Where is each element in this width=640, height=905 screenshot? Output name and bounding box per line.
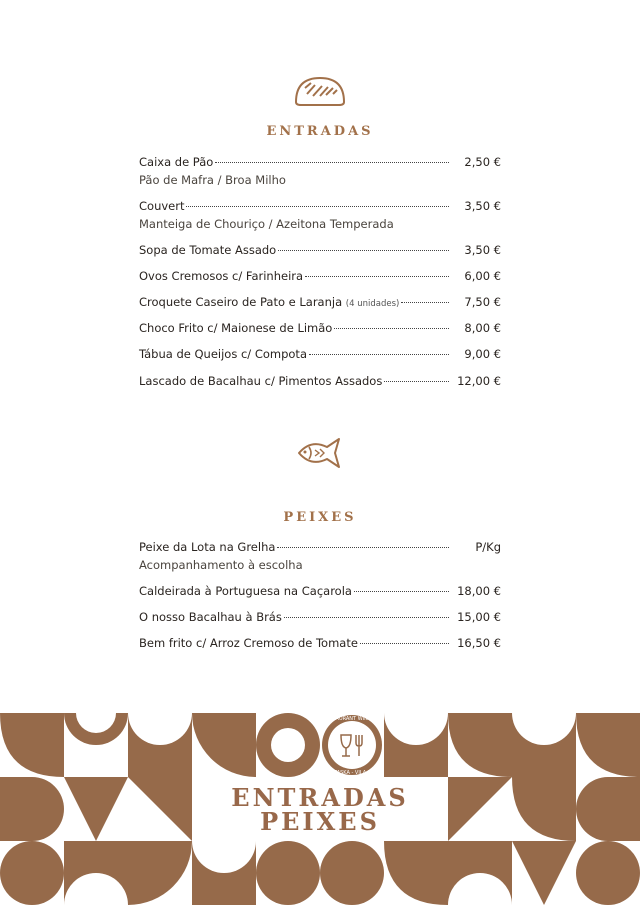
item-price: 15,00 € [457, 610, 501, 624]
item-price: 9,00 € [464, 347, 501, 361]
fish-icon [0, 435, 640, 471]
menu-item [139, 374, 501, 388]
item-description: Acompanhamento à escolha [139, 558, 303, 572]
item-price: 6,00 € [464, 269, 501, 283]
item-name: O nosso Bacalhau à Brás [139, 610, 282, 624]
menu-item [139, 347, 501, 361]
menu-item [139, 295, 501, 311]
menu-item [139, 636, 501, 650]
item-name: Lascado de Bacalhau c/ Pimentos Assados [139, 374, 383, 388]
menu-item [139, 199, 501, 231]
item-name: Peixe da Lota na Grelha [139, 540, 276, 554]
item-name: Ovos Cremosos c/ Farinheira [139, 269, 304, 283]
item-price: 16,50 € [457, 636, 501, 650]
menu-item [139, 269, 501, 283]
item-price: 2,50 € [464, 155, 501, 169]
item-price: 18,00 € [457, 584, 501, 598]
item-name: Choco Frito c/ Maionese de Limão [139, 321, 333, 335]
badge-top-text: RESTAURANT WINE BAR [323, 716, 383, 722]
item-price: 3,50 € [464, 243, 501, 257]
menu-item [139, 321, 501, 335]
item-price: 8,00 € [464, 321, 501, 335]
badge-bottom-text: VILTASKA - VILA FRIA [327, 770, 379, 776]
item-note: (4 unidades) [345, 299, 400, 309]
menu-item [139, 540, 501, 572]
menu-item [139, 155, 501, 187]
section-title-entradas: entradas [266, 118, 374, 140]
item-price: 3,50 € [464, 199, 501, 213]
menu-item [139, 584, 501, 598]
item-name: Tábua de Queijos c/ Compota [139, 347, 307, 361]
item-price: P/Kg [475, 540, 501, 554]
section-title-peixes: peixes [283, 504, 357, 526]
footer-title-line1: ENTRADAS [231, 783, 409, 812]
item-price: 7,50 € [464, 295, 501, 309]
menu-item [139, 243, 501, 257]
item-description: Pão de Mafra / Broa Milho [139, 173, 286, 187]
bread-icon [0, 74, 640, 108]
item-name: Caixa de Pão [139, 155, 214, 169]
footer-title-line2: PEIXES [260, 807, 380, 836]
menu-item [139, 610, 501, 624]
item-name: Sopa de Tomate Assado [139, 243, 277, 257]
item-name: Couvert [139, 199, 185, 213]
item-price: 12,00 € [457, 374, 501, 388]
item-name: Bem frito c/ Arroz Cremoso de Tomate [139, 636, 358, 650]
item-name: Croquete Caseiro de Pato e Laranja [139, 295, 343, 309]
item-description: Manteiga de Chouriço / Azeitona Temperada [139, 217, 394, 231]
item-name: Caldeirada à Portuguesa na Caçarola [139, 584, 352, 598]
